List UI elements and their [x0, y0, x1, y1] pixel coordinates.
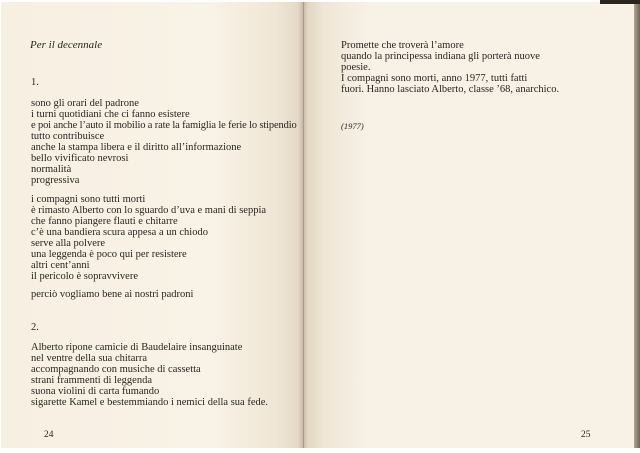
poem-line: poesie. [341, 62, 371, 73]
poem-date: (1977) [341, 121, 364, 131]
poem-line: una leggenda è poco qui per resistere [31, 249, 187, 260]
page-number-right: 25 [581, 430, 591, 440]
book-gutter [298, 2, 308, 448]
poem-title: Per il decennale [30, 39, 103, 51]
poem-line: Promette che troverà l’amore [341, 40, 464, 51]
poem-line: quando la principessa indiana gli porterà nuove [341, 51, 540, 62]
poem-line: Alberto ripone camicie di Baudelaire insanguinate [31, 342, 243, 353]
poem-line: serve alla polvere [31, 238, 106, 249]
section-number-1: 1. [31, 77, 39, 88]
poem-line: suona violini di carta fumando [31, 386, 160, 397]
poem-line: bello vivificato nevrosi [31, 153, 129, 164]
poem-line: sono gli orari del padrone [31, 98, 139, 109]
poem-line: il pericolo è sopravvivere [31, 271, 138, 282]
poem-line: i turni quotidiani che ci fanno esistere [31, 109, 190, 120]
poem-line: che fanno piangere flauti e chitarre [31, 216, 178, 227]
poem-line: I compagni sono morti, anno 1977, tutti fatti [341, 73, 528, 84]
poem-line: tutto contribuisce [31, 131, 105, 142]
poem-line: anche la stampa libera e il diritto all’informazione [31, 142, 242, 153]
poem-line: strani frammenti di leggenda [31, 375, 153, 386]
page-edge [634, 2, 640, 448]
section-number-2: 2. [31, 322, 39, 333]
poem-line: e poi anche l’auto il mobilio a rate la famiglia le ferie lo stipendio [31, 120, 297, 131]
poem-line: nel ventre della sua chitarra [31, 353, 148, 364]
poem-line: perciò vogliamo bene ai nostri padroni [31, 289, 194, 300]
cover-edge [600, 0, 640, 4]
poem-line: i compagni sono tutti morti [31, 194, 146, 205]
poem-line: accompagnando con musiche di cassetta [31, 364, 201, 375]
poem-line: normalità [31, 164, 72, 175]
poem-line: è rimasto Alberto con lo sguardo d’uva e mani di seppia [31, 205, 267, 216]
page-number-left: 24 [44, 430, 54, 440]
poem-line: fuori. Hanno lasciato Alberto, classe ’68, anarchico. [341, 84, 560, 95]
poem-line: altri cent’anni [31, 260, 90, 271]
poem-line: c’è una bandiera scura appesa a un chiodo [31, 227, 208, 238]
poem-line: progressiva [31, 175, 80, 186]
poem-line: sigarette Kamel e bestemmiando i nemici della sua fede. [31, 397, 269, 408]
